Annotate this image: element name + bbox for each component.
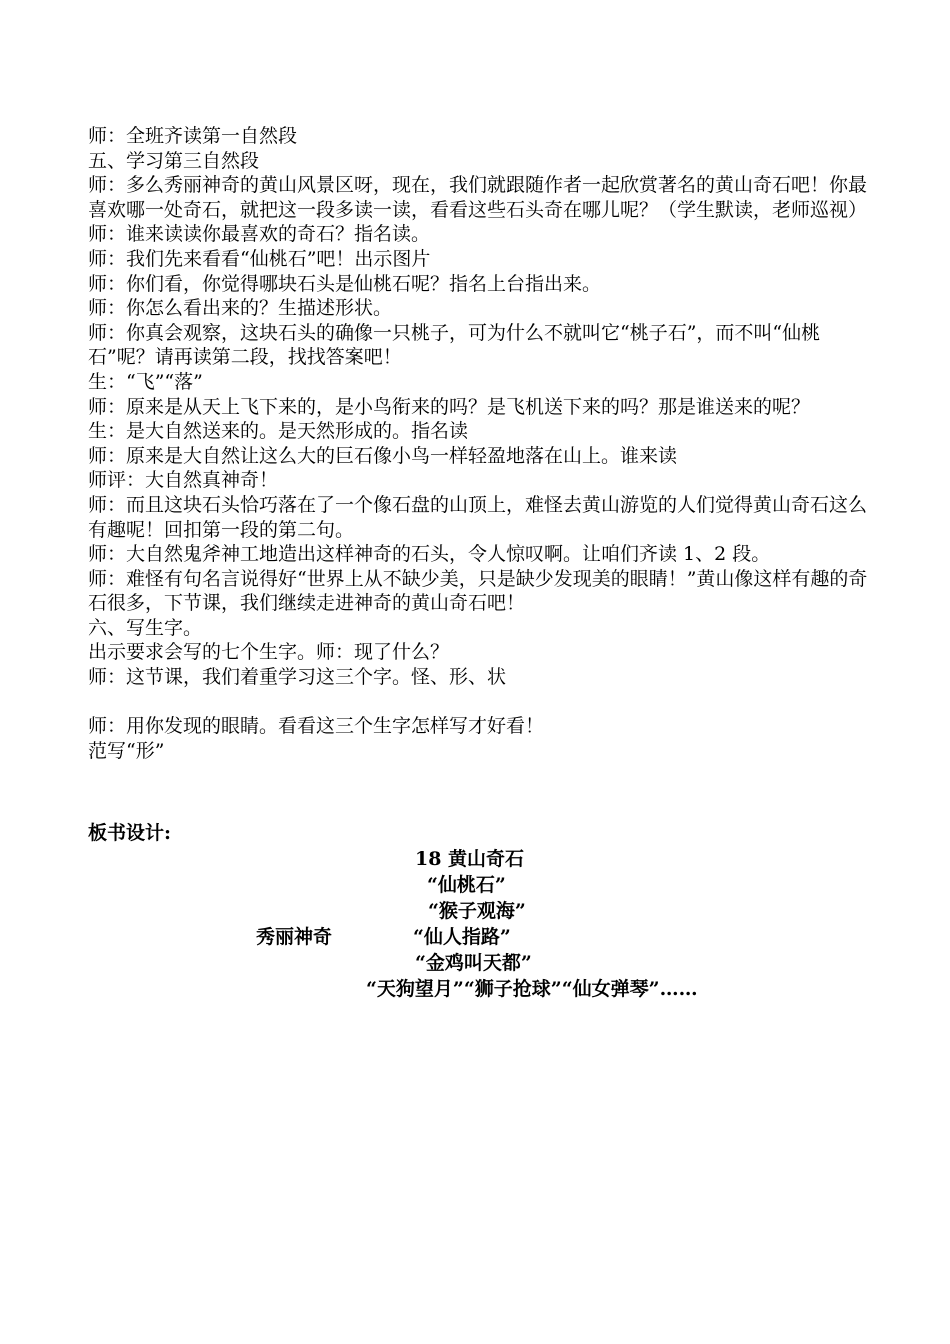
board-item-xiantaoshi: “仙桃石”	[427, 874, 506, 896]
text-line-5: 师：我们先来看看“仙桃石”吧！出示图片	[88, 247, 431, 270]
text-line-2: 五、学习第三自然段	[88, 149, 260, 172]
text-line-10: 师：原来是从天上飞下来的，是小鸟衔来的吗？是飞机送下来的吗？那是谁送来的呢？	[88, 395, 811, 418]
text-line-8: 师：你真会观察，这块石头的确像一只桃子，可为什么不就叫它“桃子石”，而不叫“仙桃石”呢？请再读第二段，找找答案吧！	[88, 321, 821, 369]
lesson-text	[88, 124, 868, 763]
text-line-15: 师：大自然鬼斧神工地造出这样神奇的石头，令人惊叹啊。让咱们齐读 1、2 段。	[88, 543, 771, 566]
text-line-13: 师评：大自然真神奇！	[88, 469, 279, 492]
text-line-6: 师：你们看，你觉得哪块石头是仙桃石呢？指名上台指出来。	[88, 272, 602, 295]
text-line-18: 出示要求会写的七个生字。师：现了什么？	[88, 641, 450, 664]
text-line-12: 师：原来是大自然让这么大的巨石像小鸟一样轻盈地落在山上。谁来读	[88, 444, 678, 467]
board-left-label: 秀丽神奇	[256, 926, 333, 948]
text-line-14: 师：而且这块石头恰巧落在了一个像石盘的山顶上，难怪去黄山游览的人们觉得黄山奇石这么有趣呢！回扣第一段的第二句。	[88, 493, 868, 541]
text-line-3: 师：多么秀丽神奇的黄山风景区呀，现在，我们就跟随作者一起欣赏著名的黄山奇石吧！你最喜欢哪一处奇石，就把这一段多读一读，看看这些石头奇在哪儿呢？（学生默读，老师巡视）	[88, 174, 868, 221]
text-line-4: 师：谁来读读你最喜欢的奇石？指名读。	[88, 223, 431, 246]
text-line-16: 师：难怪有句名言说得好“世界上从不缺少美，只是缺少发现美的眼睛！”黄山像这样有趣的奇石很多，下节课，我们继续走进神奇的黄山奇石吧！	[88, 567, 868, 615]
text-line-11: 生：是大自然送来的。是天然形成的。指名读	[88, 420, 469, 443]
text-line-7: 师：你怎么看出来的？生描述形状。	[88, 297, 393, 320]
text-line-1: 师：全班齐读第一自然段	[88, 125, 298, 147]
text-line-9: 生：“飞”“落”	[88, 370, 203, 393]
board-item-xianrenzhilu: “仙人指路”	[413, 926, 511, 948]
text-line-19: 师：这节课，我们着重学习这三个字。怪、形、状	[88, 666, 507, 689]
blank-line	[88, 690, 868, 715]
board-item-others: “天狗望月”“狮子抢球”“仙女弹琴”……	[366, 978, 698, 1000]
board-design	[0, 846, 950, 1006]
board-lesson-title: 18 黄山奇石	[415, 848, 525, 870]
board-item-jinjijiaotiandu: “金鸡叫天都”	[415, 952, 532, 974]
text-line-22: 范写“形”	[88, 739, 165, 762]
board-item-houziguanhai: “猴子观海”	[428, 900, 526, 922]
text-line-17: 六、写生字。	[88, 616, 203, 639]
text-line-21: 师：用你发现的眼睛。看看这三个生字怎样写才好看！	[88, 715, 545, 738]
board-design-heading: 板书设计:	[88, 822, 172, 844]
